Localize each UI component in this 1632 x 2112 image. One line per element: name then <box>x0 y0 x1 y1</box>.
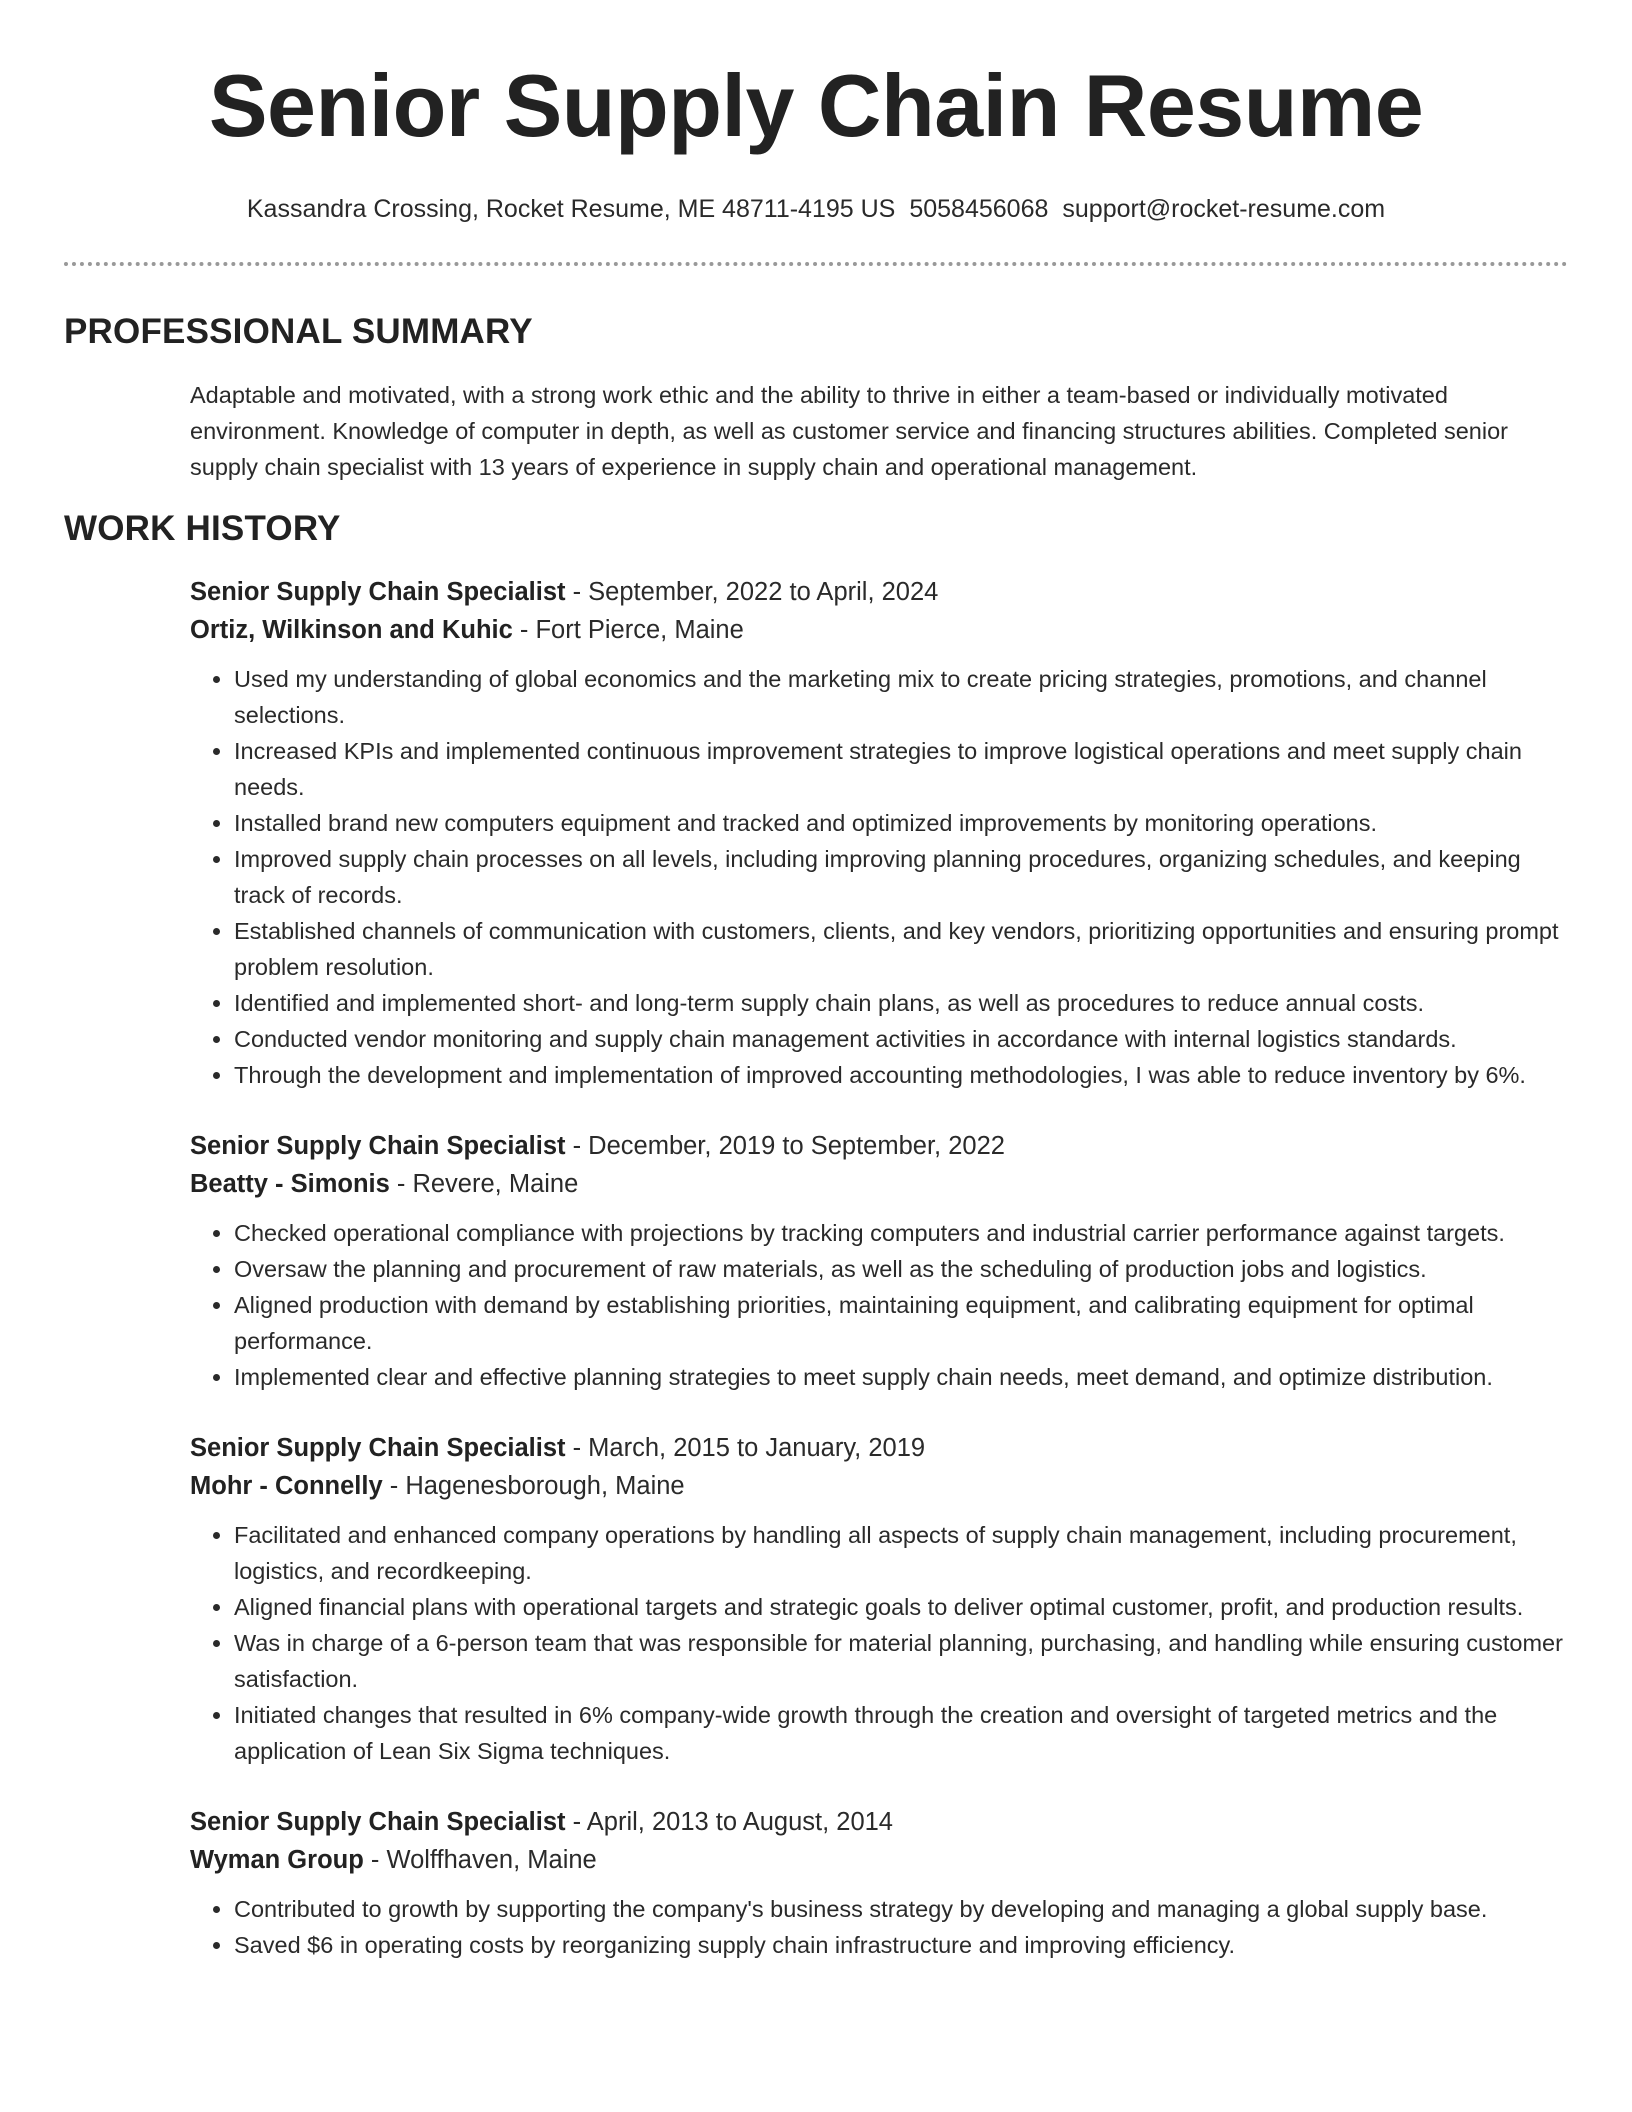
resume-title: Senior Supply Chain Resume <box>208 56 1424 155</box>
job-bullets <box>190 1891 1568 1963</box>
job-bullets <box>190 661 1568 1093</box>
bullet-item: • Initiated changes that resulted in 6% company-wide growth through the creation and oversight of targeted metrics and the application of Lean Six Sigma techniques. <box>234 1697 1568 1769</box>
bullet-item: • Increased KPIs and implemented continuous improvement strategies to improve logistical operations and meet supply chain needs. <box>234 733 1568 805</box>
job-location: - Revere, Maine <box>389 1170 579 1198</box>
bullet-item: • Implemented clear and effective planning strategies to meet supply chain needs, meet demand, and optimize distribution. <box>234 1359 1568 1395</box>
summary-text: Adaptable and motivated, with a strong work ethic and the ability to thrive in either a team-based or individually motivated environment. Knowledge of computer in depth, as well as customer service and financing structures abilities. Completed senior supply chain specialist with 13 years of experience in supply chain and operational management. <box>190 382 1508 480</box>
bullet-item: • Identified and implemented short- and long-term supply chain plans, as well as procedures to reduce annual costs. <box>234 985 1568 1021</box>
job-company-line <box>190 1165 1568 1203</box>
bullet-item: • Improved supply chain processes on all levels, including improving planning procedures, organizing schedules, and keeping track of records. <box>234 841 1568 913</box>
bullet-item: • Was in charge of a 6-person team that was responsible for material planning, purchasing, and handling while ensuring customer satisfaction. <box>234 1625 1568 1697</box>
bullet-item: • Conducted vendor monitoring and supply chain management activities in accordance with internal logistics standards. <box>234 1021 1568 1057</box>
job-title: Senior Supply Chain Specialist <box>190 1132 566 1160</box>
job-location: - Fort Pierce, Maine <box>512 616 744 644</box>
job-title: Senior Supply Chain Specialist <box>190 1434 566 1462</box>
bullet-item: • Checked operational compliance with projections by tracking computers and industrial carrier performance against targets. <box>234 1215 1568 1251</box>
summary-heading: PROFESSIONAL SUMMARY <box>64 312 533 351</box>
job-entry <box>190 573 1568 1093</box>
job-entry <box>190 1127 1568 1395</box>
resume-page <box>64 0 1568 1997</box>
header-divider <box>64 262 1568 266</box>
contact-line <box>64 194 1568 224</box>
bullet-item: • Oversaw the planning and procurement of raw materials, as well as the scheduling of production jobs and logistics. <box>234 1251 1568 1287</box>
contact-phone: 5058456068 <box>909 195 1049 223</box>
job-title: Senior Supply Chain Specialist <box>190 578 566 606</box>
job-title-line <box>190 1803 1568 1841</box>
bullet-item: • Used my understanding of global economics and the marketing mix to create pricing strategies, promotions, and channel selections. <box>234 661 1568 733</box>
work-history-heading: WORK HISTORY <box>64 509 341 548</box>
contact-address: Kassandra Crossing, Rocket Resume, ME 48711-4195 US <box>246 195 896 223</box>
job-dates: - March, 2015 to January, 2019 <box>565 1434 926 1462</box>
job-bullets <box>190 1517 1568 1769</box>
job-title-line <box>190 573 1568 611</box>
job-company: Wyman Group <box>190 1846 364 1874</box>
job-location: - Wolffhaven, Maine <box>363 1846 597 1874</box>
job-title-line <box>190 1429 1568 1467</box>
bullet-item: • Established channels of communication with customers, clients, and key vendors, prioritizing opportunities and ensuring prompt problem resolution. <box>234 913 1568 985</box>
bullet-item: • Aligned financial plans with operational targets and strategic goals to deliver optimal customer, profit, and production results. <box>234 1589 1568 1625</box>
job-title-line <box>190 1127 1568 1165</box>
work-history-list <box>190 573 1568 1963</box>
job-title: Senior Supply Chain Specialist <box>190 1808 566 1836</box>
bullet-item: • Installed brand new computers equipment and tracked and optimized improvements by monitoring operations. <box>234 805 1568 841</box>
job-bullets <box>190 1215 1568 1395</box>
job-company-line <box>190 1841 1568 1879</box>
job-entry <box>190 1803 1568 1963</box>
contact-email: support@rocket-resume.com <box>1062 195 1386 223</box>
job-company-line <box>190 1467 1568 1505</box>
job-entry <box>190 1429 1568 1769</box>
job-company-line <box>190 611 1568 649</box>
job-company: Ortiz, Wilkinson and Kuhic <box>190 616 513 644</box>
job-dates: - September, 2022 to April, 2024 <box>565 578 939 606</box>
bullet-item: • Aligned production with demand by establishing priorities, maintaining equipment, and calibrating equipment for optimal performance. <box>234 1287 1568 1359</box>
job-company: Beatty - Simonis <box>190 1170 390 1198</box>
bullet-item: • Saved $6 in operating costs by reorganizing supply chain infrastructure and improving efficiency. <box>234 1927 1568 1963</box>
job-dates: - December, 2019 to September, 2022 <box>565 1132 1005 1160</box>
bullet-item: • Through the development and implementation of improved accounting methodologies, I was able to reduce inventory by 6%. <box>234 1057 1568 1093</box>
bullet-item: • Contributed to growth by supporting the company's business strategy by developing and managing a global supply base. <box>234 1891 1568 1927</box>
job-location: - Hagenesborough, Maine <box>382 1472 685 1500</box>
job-dates: - April, 2013 to August, 2014 <box>565 1808 893 1836</box>
job-company: Mohr - Connelly <box>190 1472 383 1500</box>
bullet-item: • Facilitated and enhanced company operations by handling all aspects of supply chain management, including procurement, logistics, and recordkeeping. <box>234 1517 1568 1589</box>
